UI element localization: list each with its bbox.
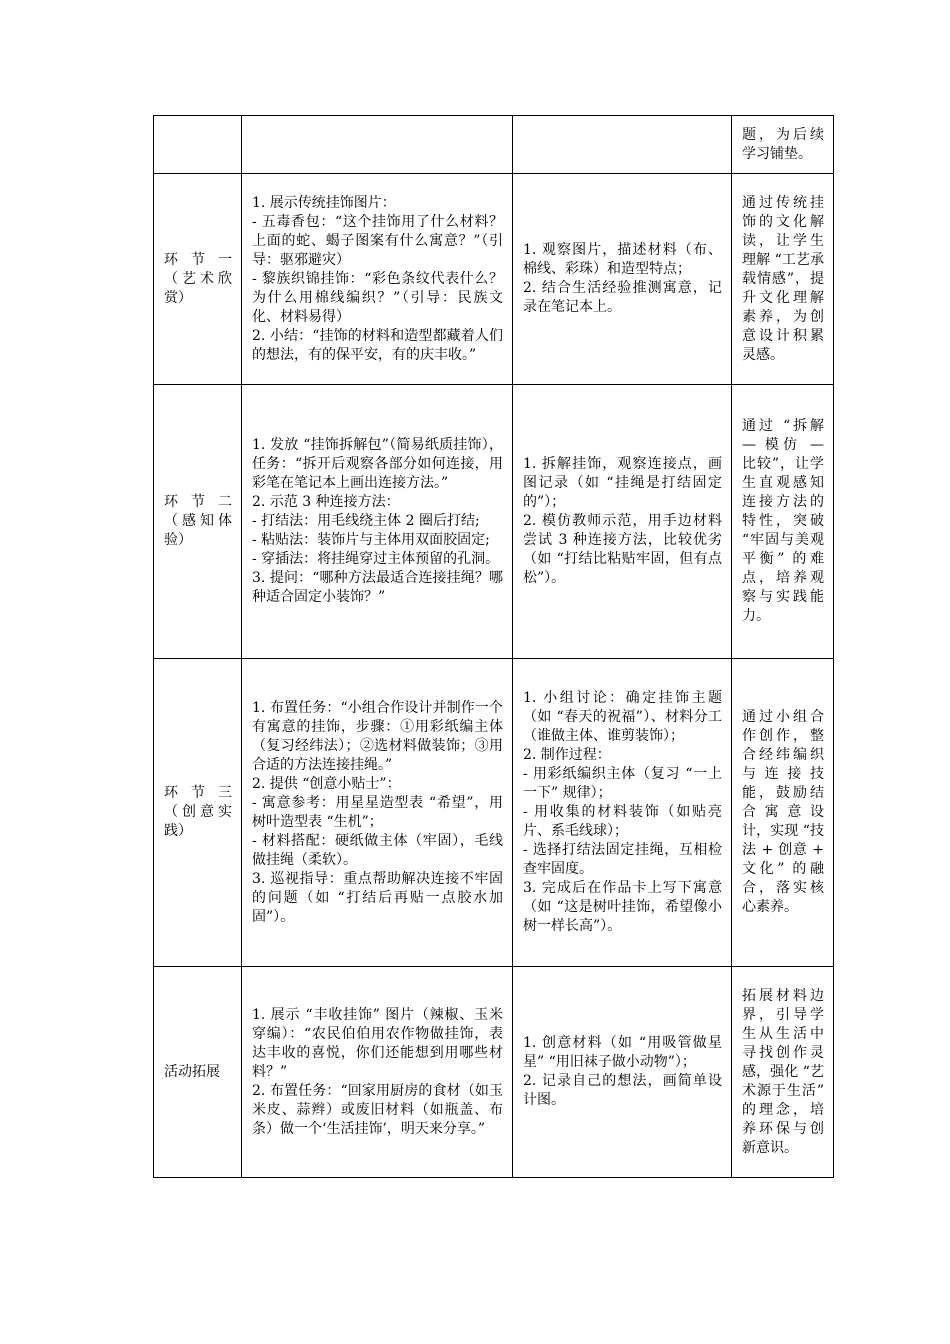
design-purpose-cell: [732, 385, 834, 659]
design-purpose-cell: [732, 967, 834, 1178]
teacher-activity-cell: [242, 116, 513, 174]
teacher-activity-line: 1. 展示传统挂饰图片：: [252, 194, 396, 211]
student-activity-line: - 用彩纸编织主体（复习 “一上一下” 规律）；: [523, 766, 722, 801]
student-activity-line: 1. 观察图片，描述材料（布、棉线、彩珠）和造型特点；: [523, 242, 722, 277]
student-activity-cell: [513, 116, 732, 174]
student-activity-line: 2. 结合生活经验推测寓意，记录在笔记本上。: [523, 280, 722, 315]
stage-label: 活动拓展: [164, 1063, 220, 1080]
teacher-activity-line: - 粘贴法：装饰片与主体用双面胶固定;: [252, 532, 490, 548]
student-activity-cell: [513, 659, 732, 967]
teacher-activity-line: 2. 提供 “创意小贴士”：: [252, 775, 401, 792]
table-row: [154, 659, 834, 967]
teacher-activity-line: - 打结法：用毛线绕主体 2 圈后打结;: [252, 513, 480, 529]
stage-cell: [154, 659, 242, 967]
student-activity-line: 2. 记录自己的想法，画简单设计图。: [523, 1073, 722, 1108]
design-purpose-cell: [732, 174, 834, 385]
student-activity-line: 1. 拆解挂饰，观察连接点，画图记录（如 “挂绳是打结固定的”）；: [523, 456, 722, 510]
teacher-activity-cell: [242, 659, 513, 967]
design-purpose-text: 通过小组合作创作，整合经纬编织与连接技能，鼓励结合寓意设计，实现 “技法 + 创意 + 文化” 的融合，落实核心素养。: [742, 709, 824, 915]
teacher-activity-line: 1. 展示 “丰收挂饰” 图片（辣椒、玉米穿编）：“农民伯伯用农作物做挂饰，表达丰收的喜悦，你们还能想到用哪些材料？”: [252, 1006, 503, 1080]
teacher-activity-line: - 材料搭配：硬纸做主体（牢固），毛线做挂绳（柔软）。: [252, 832, 503, 868]
teacher-activity-line: 2. 布置任务：“回家用厨房的食材（如玉米皮、蒜辫）或废旧材料（如瓶盖、布条）做一个‘生活挂饰’，明天来分享。”: [252, 1082, 503, 1137]
teacher-activity-line: - 黎族织锦挂饰：“彩色条纹代表什么？为什么用棉线编织？”（引导：民族文化、材料易得）: [252, 270, 503, 325]
design-purpose-cell: [732, 116, 834, 174]
student-activity-line: - 选择打结法固定挂绳，互相检查牢固度。: [523, 842, 722, 877]
design-purpose-text: 拓展材料边界，引导学生从生活中寻找创作灵感，强化 “艺术源于生活” 的理念，培养环保与创新意识。: [742, 987, 824, 1156]
student-activity-line: 3. 完成后在作品卡上写下寓意（如 “这是树叶挂饰，希望像小树一样长高”）。: [523, 880, 722, 934]
student-activity-cell: [513, 385, 732, 659]
student-activity-line: 1. 小组讨论：确定挂饰主题（如 “春天的祝福”）、材料分工（谁做主体、谁剪装饰）；: [523, 690, 722, 744]
teacher-activity-line: - 五毒香包：“这个挂饰用了什么材料？上面的蛇、蝎子图案有什么寓意？”（引导：驱邪避灾）: [252, 213, 503, 268]
teacher-activity-cell: [242, 385, 513, 659]
design-purpose-text: 通过 “拆解 — 模仿 — 比较”，让学生直观感知连接方法的特性，突破 “牢固与美观平衡” 的难点，培养观察与实践能力。: [742, 418, 824, 624]
stage-label: 环节一（艺术欣赏）: [164, 251, 232, 306]
stage-cell: [154, 385, 242, 659]
stage-cell: [154, 174, 242, 385]
teacher-activity-line: 3. 提问：“哪种方法最适合连接挂绳？哪种适合固定小装饰？”: [252, 570, 503, 605]
stage-cell: [154, 116, 242, 174]
table-row: [154, 174, 834, 385]
teacher-activity-line: - 寓意参考：用星星造型表 “希望”，用树叶造型表 “生机”；: [252, 794, 503, 830]
design-purpose-text: 通过传统挂饰的文化解读，让学生理解 “工艺承载情感”，提升文化理解素养，为创意设计积累灵感。: [742, 194, 824, 363]
teacher-activity-line: - 穿插法：将挂绳穿过主体预留的孔洞。: [252, 551, 500, 567]
student-activity-line: 1. 创意材料（如 “用吸管做星星” “用旧袜子做小动物”）；: [523, 1035, 722, 1070]
design-purpose-text: 题，为后续学习铺垫。: [742, 126, 824, 162]
table-row: [154, 967, 834, 1178]
teacher-activity-line: 2. 示范 3 种连接方法：: [252, 494, 400, 510]
teacher-activity-line: 1. 发放 “挂饰拆解包”（简易纸质挂饰），任务：“拆开后观察各部分如何连接，用彩笔在笔记本上画出连接方法。”: [252, 437, 503, 491]
teacher-activity-line: 1. 布置任务：“小组合作设计并制作一个有寓意的挂饰，步骤：①用彩纸编主体（复习经纬法）；②选材料做装饰；③用合适的方法连接挂绳。”: [252, 699, 503, 773]
stage-label: 环节二（感知体验）: [164, 494, 232, 548]
teacher-activity-line: 3. 巡视指导：重点帮助解决连接不牢固的问题（如 “打结后再贴一点胶水加固”）。: [252, 870, 503, 925]
table-row: [154, 116, 834, 174]
student-activity-line: - 用收集的材料装饰（如贴亮片、系毛线球）；: [523, 804, 722, 839]
teacher-activity-line: 2. 小结：“挂饰的材料和造型都藏着人们的想法，有的保平安，有的庆丰收。”: [252, 327, 503, 363]
table-row: [154, 385, 834, 659]
teacher-activity-cell: [242, 967, 513, 1178]
stage-label: 环节三（创意实践）: [164, 785, 232, 839]
stage-cell: [154, 967, 242, 1178]
student-activity-line: 2. 模仿教师示范，用手边材料尝试 3 种连接方法，比较优劣（如 “打结比粘贴牢固，但有点松”）。: [523, 513, 722, 586]
student-activity-cell: [513, 967, 732, 1178]
student-activity-cell: [513, 174, 732, 385]
design-purpose-cell: [732, 659, 834, 967]
student-activity-line: 2. 制作过程：: [523, 747, 611, 763]
lesson-plan-table: [153, 115, 834, 1178]
teacher-activity-cell: [242, 174, 513, 385]
